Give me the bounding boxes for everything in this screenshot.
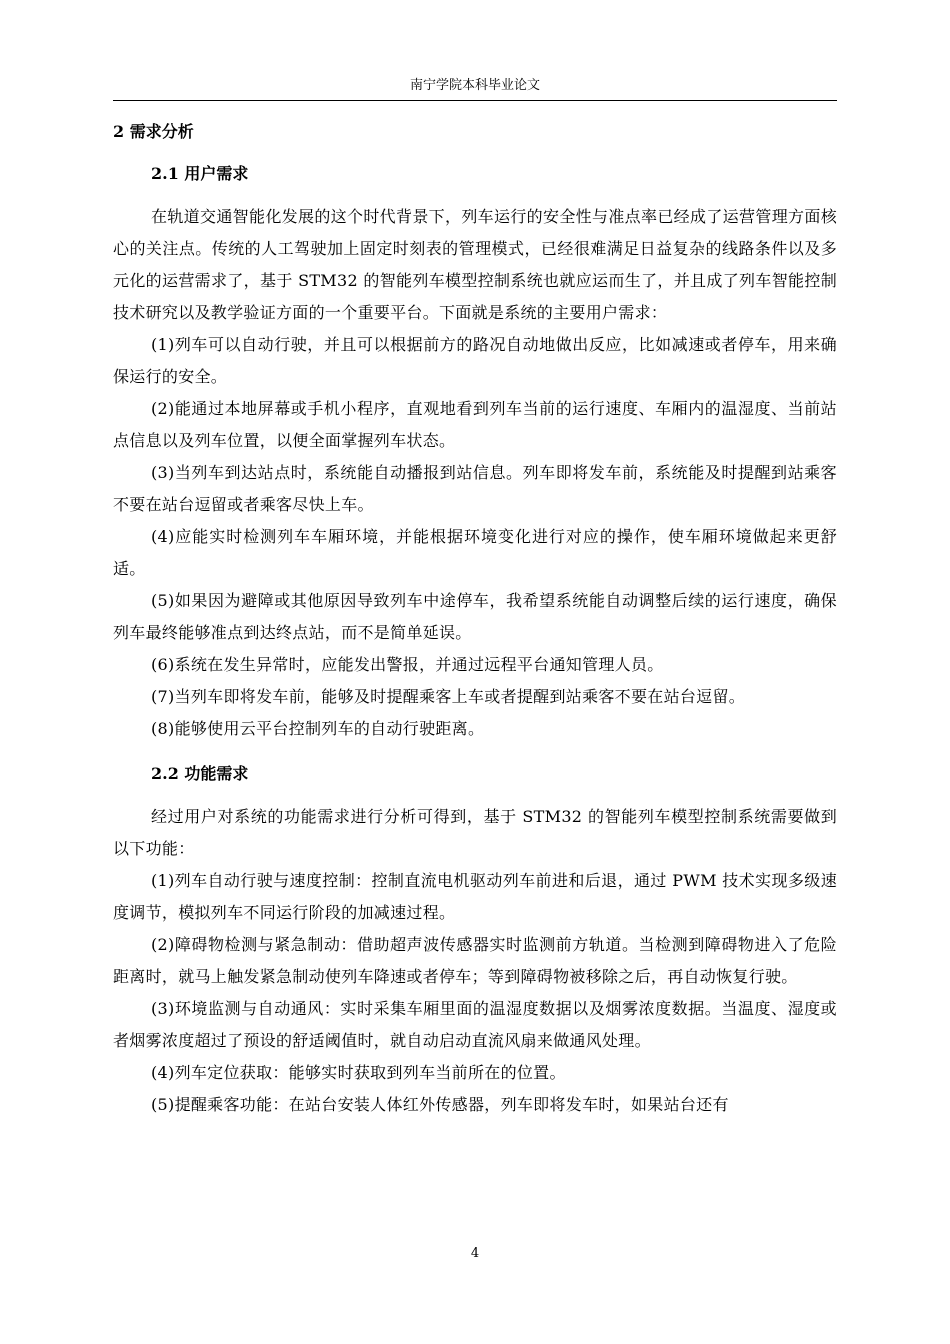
list-item: (4)列车定位获取：能够实时获取到列车当前所在的位置。	[151, 1063, 566, 1082]
list-item: (1)列车可以自动行驶，并且可以根据前方的路况自动地做出反应，比如减速或者停车，用来确保运行的安全。	[113, 335, 837, 386]
paragraph-function-intro: 经过用户对系统的功能需求进行分析可得到，基于 STM32 的智能列车模型控制系统需要做到以下功能：	[113, 807, 837, 858]
list-item: (2)能通过本地屏幕或手机小程序，直观地看到列车当前的运行速度、车厢内的温湿度、当前站点信息以及列车位置，以便全面掌握列车状态。	[113, 399, 837, 450]
list-item: (8)能够使用云平台控制列车的自动行驶距离。	[151, 719, 485, 738]
list-item: (3)当列车到达站点时，系统能自动播报到站信息。列车即将发车前，系统能及时提醒到站乘客不要在站台逗留或者乘客尽快上车。	[113, 463, 837, 514]
page-number: 4	[470, 1246, 480, 1261]
list-item: (3)环境监测与自动通风：实时采集车厢里面的温湿度数据以及烟雾浓度数据。当温度、湿度或者烟雾浓度超过了预设的舒适阈值时，就自动启动直流风扇来做通风处理。	[113, 999, 837, 1050]
subsection-heading-user-requirements: 2.1 用户需求	[151, 164, 249, 183]
subsection-heading-functional-requirements: 2.2 功能需求	[151, 764, 249, 783]
list-item: (5)提醒乘客功能：在站台安装人体红外传感器，列车即将发车时，如果站台还有	[151, 1095, 729, 1114]
list-item: (1)列车自动行驶与速度控制：控制直流电机驱动列车前进和后退，通过 PWM 技术实现多级速度调节，模拟列车不同运行阶段的加减速过程。	[113, 871, 837, 922]
page-body	[113, 114, 837, 1121]
section-heading: 2 需求分析	[113, 122, 194, 141]
list-item: (7)当列车即将发车前，能够及时提醒乘客上车或者提醒到站乘客不要在站台逗留。	[151, 687, 746, 706]
running-header: 南宁学院本科毕业论文	[409, 78, 540, 93]
list-item: (2)障碍物检测与紧急制动：借助超声波传感器实时监测前方轨道。当检测到障碍物进入了危险距离时，就马上触发紧急制动使列车降速或者停车；等到障碍物被移除之后，再自动恢复行驶。	[113, 935, 837, 986]
list-item: (6)系统在发生异常时，应能发出警报，并通过远程平台通知管理人员。	[151, 655, 664, 674]
list-item: (4)应能实时检测列车车厢环境，并能根据环境变化进行对应的操作，使车厢环境做起来更舒适。	[113, 527, 837, 578]
paragraph-user-intro: 在轨道交通智能化发展的这个时代背景下，列车运行的安全性与准点率已经成了运营管理方面核心的关注点。传统的人工驾驶加上固定时刻表的管理模式，已经很难满足日益复杂的线路条件以及多元化的运营需求了，基于 STM32 的智能列车模型控制系统也就应运而生了，并且成了列车智能控制技术研究以及教学验证方面的一个重要平台。下面就是系统的主要用户需求：	[113, 207, 837, 322]
list-item: (5)如果因为避障或其他原因导致列车中途停车，我希望系统能自动调整后续的运行速度，确保列车最终能够准点到达终点站，而不是简单延误。	[113, 591, 837, 642]
header-rule	[113, 100, 837, 101]
